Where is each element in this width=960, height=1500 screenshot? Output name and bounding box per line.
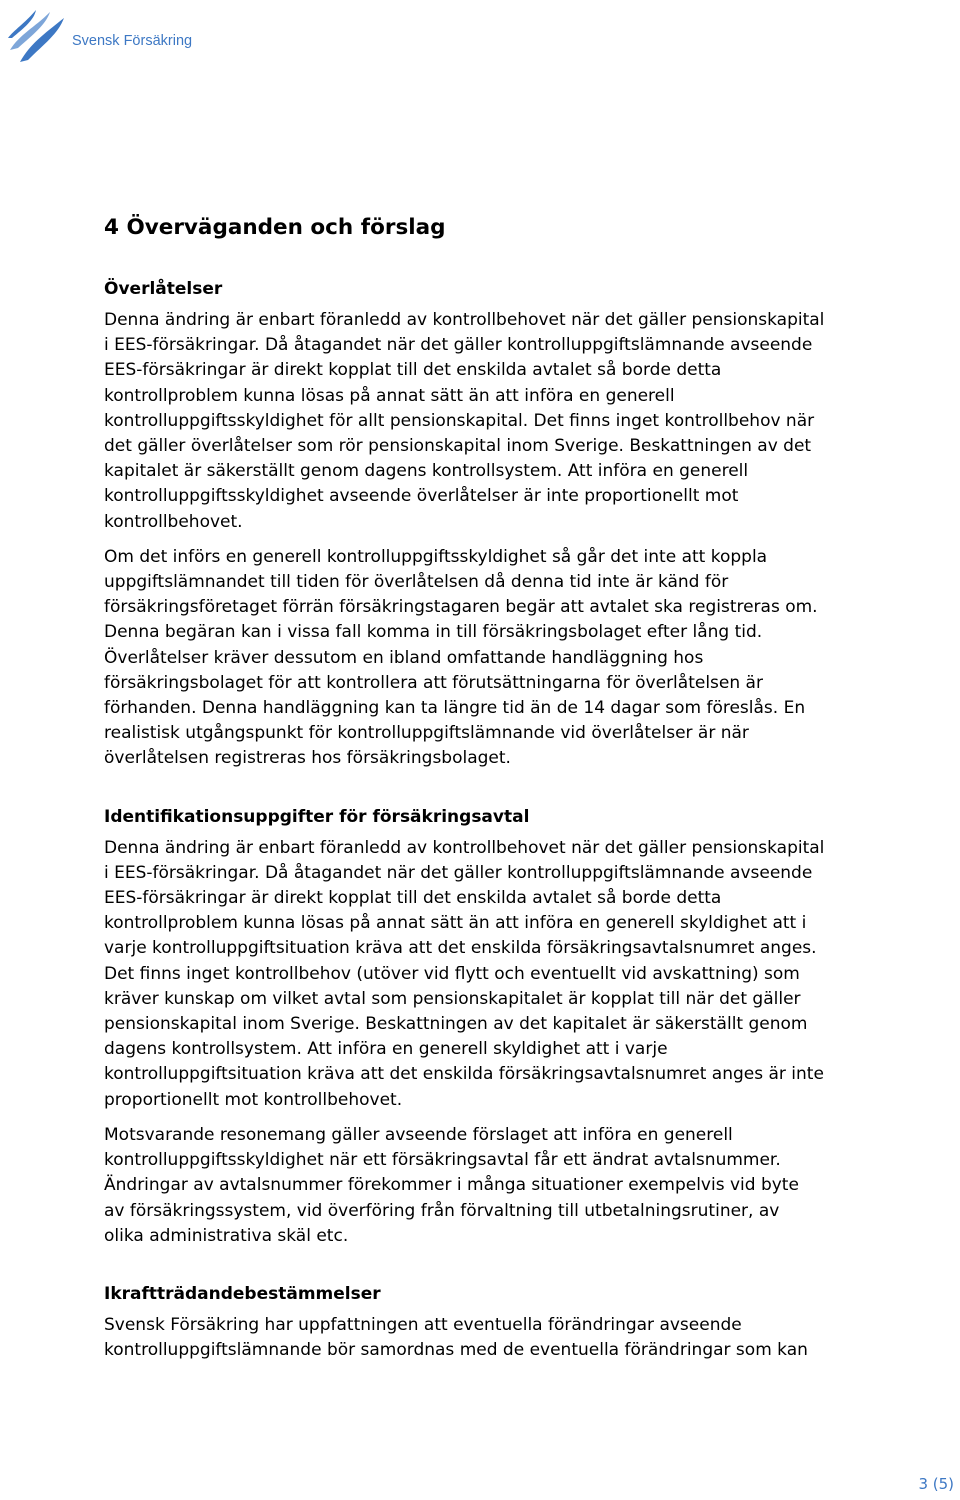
paragraph: Om det införs en generell kontrolluppgiftsskyldighet så går det inte att koppla uppgiftslämnandet till tiden för överlåtelsen då denna tid inte är känd för försäkringsföretaget förrän försäkringstagaren begär att avtalet ska registreras om. Denna begäran kan i vissa fall komma in till försäkringsbolaget efter lång tid. Överlåtelser kräver dessutom en ibland omfattande handläggning hos försäkringsbolaget för att kontrollera att förutsättningarna för överlåtelsen är förhanden. Denna handläggning kan ta längre tid än de 14 dagar som föreslås. En realistisk utgångspunkt för kontrolluppgiftslämnande vid överlåtelser är när överlåtelsen registreras hos försäkringsbolaget.: [104, 546, 818, 769]
paragraph: Motsvarande resonemang gäller avseende förslaget att införa en generell kontrolluppgiftsskyldighet när ett försäkringsavtal får ett ändrat avtalsnummer. Ändringar av avtalsnummer förekommer i många situationer exempelvis vid byte av försäkringssystem, vid överföring från förvaltning till utbetalningsrutiner, av olika administrativa skäl etc.: [104, 1124, 799, 1246]
paragraph: Denna ändring är enbart föranledd av kontrollbehovet när det gäller pensionskapital i EES-försäkringar. Då åtagandet när det gäller kontrolluppgiftslämnande avseende EES-försäkringar är direkt kopplat till det enskilda avtalet så borde detta kontrollproblem kunna lösas på annat sätt än att införa en generell skyldighet att i varje kontrolluppgiftsituation kräva att det enskilda försäkringsavtalsnumret anges. Det finns inget kontrollbehov (utöver vid flytt och eventuellt vid avskattning) som kräver kunskap om vilket avtal som pensionskapitalet är kopplat till när det gäller pensionskapital inom Sverige. Beskattningen av det kapitalet är säkerställt genom dagens kontrollsystem. Att införa en generell skyldighet att i varje kontrolluppgiftsituation kräva att det enskilda försäkringsavtalsnumret anges är inte proportionellt mot kontrollbehovet.: [104, 837, 825, 1110]
page-number: 3 (5): [918, 1475, 954, 1493]
logo-text: Svensk Försäkring: [72, 33, 193, 49]
heading-identifikationsuppgifter: Identifikationsuppgifter för försäkringsavtal: [104, 806, 530, 827]
heading-ikrafttradande: Ikraftträdandebestämmelser: [104, 1283, 381, 1304]
company-logo: [6, 4, 193, 68]
section-title: 4 Överväganden och förslag: [104, 215, 446, 240]
heading-overlatelser: Överlåtelser: [104, 279, 223, 299]
paragraph: Denna ändring är enbart föranledd av kontrollbehovet när det gäller pensionskapital i EES-försäkringar. Då åtagandet när det gäller kontrolluppgiftslämnande avseende EES-försäkringar är direkt kopplat till det enskilda avtalet så borde detta kontrollproblem kunna lösas på annat sätt än att införa en generell kontrolluppgiftsskyldighet för allt pensionskapital. Det finns inget kontrollbehov när det gäller överlåtelser som rör pensionskapital inom Sverige. Beskattningen av det kapitalet är säkerställt genom dagens kontrollsystem. Att införa en generell kontrolluppgiftsskyldighet avseende överlåtelser är inte proportionellt mot kontrollbehovet.: [104, 310, 825, 532]
paragraph: Svensk Försäkring har uppfattningen att eventuella förändringar avseende kontrolluppgiftslämnande bör samordnas med de eventuella förändringar som kan: [104, 1314, 808, 1361]
logo-mark-icon: [6, 4, 68, 66]
document-body: [104, 212, 912, 1363]
